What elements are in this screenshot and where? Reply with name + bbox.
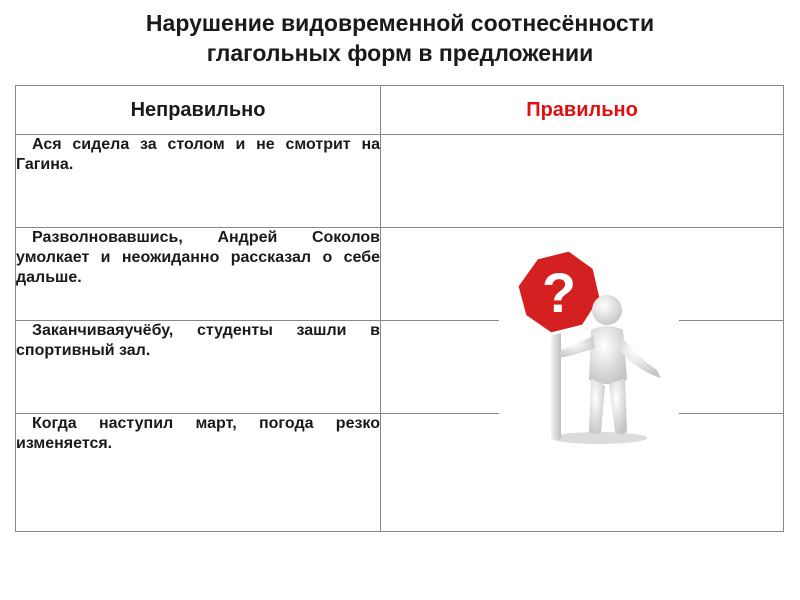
page-title-line-2: глагольных форм в предложении (206, 40, 594, 66)
figure-left-arm (559, 336, 595, 358)
page-title-line-1: Нарушение видовременной соотнесённости (145, 10, 655, 36)
incorrect-sentence-cell (16, 135, 381, 228)
incorrect-sentence-cell (16, 228, 381, 321)
figure-head (592, 295, 622, 325)
question-stop-sign-figure-icon (499, 240, 679, 450)
incorrect-sentence: Ася сидела за столом и не смотрит на Гагина. (16, 136, 380, 173)
table-header-row (16, 86, 784, 135)
header-correct: Правильно (381, 86, 784, 135)
incorrect-sentence-cell (16, 321, 381, 414)
header-incorrect: Неправильно (16, 86, 381, 135)
incorrect-sentence: Заканчиваяучёбу, студенты зашли в спортивный зал. (16, 322, 380, 359)
sign-question-mark: ? (541, 261, 577, 324)
table-row (16, 135, 784, 228)
incorrect-sentence: Разволновавшись, Андрей Соколов умолкает и неожиданно рассказал о себе дальше. (16, 229, 380, 286)
page-title (0, 8, 800, 68)
correct-answer-cell[interactable] (381, 135, 784, 228)
figure-body (589, 326, 627, 384)
incorrect-sentence-cell (16, 414, 381, 532)
figure-right-leg (609, 378, 627, 434)
question-sign-illustration (499, 240, 679, 450)
incorrect-sentence: Когда наступил март, погода резко изменяется. (16, 415, 380, 452)
figure-left-leg (589, 378, 605, 434)
